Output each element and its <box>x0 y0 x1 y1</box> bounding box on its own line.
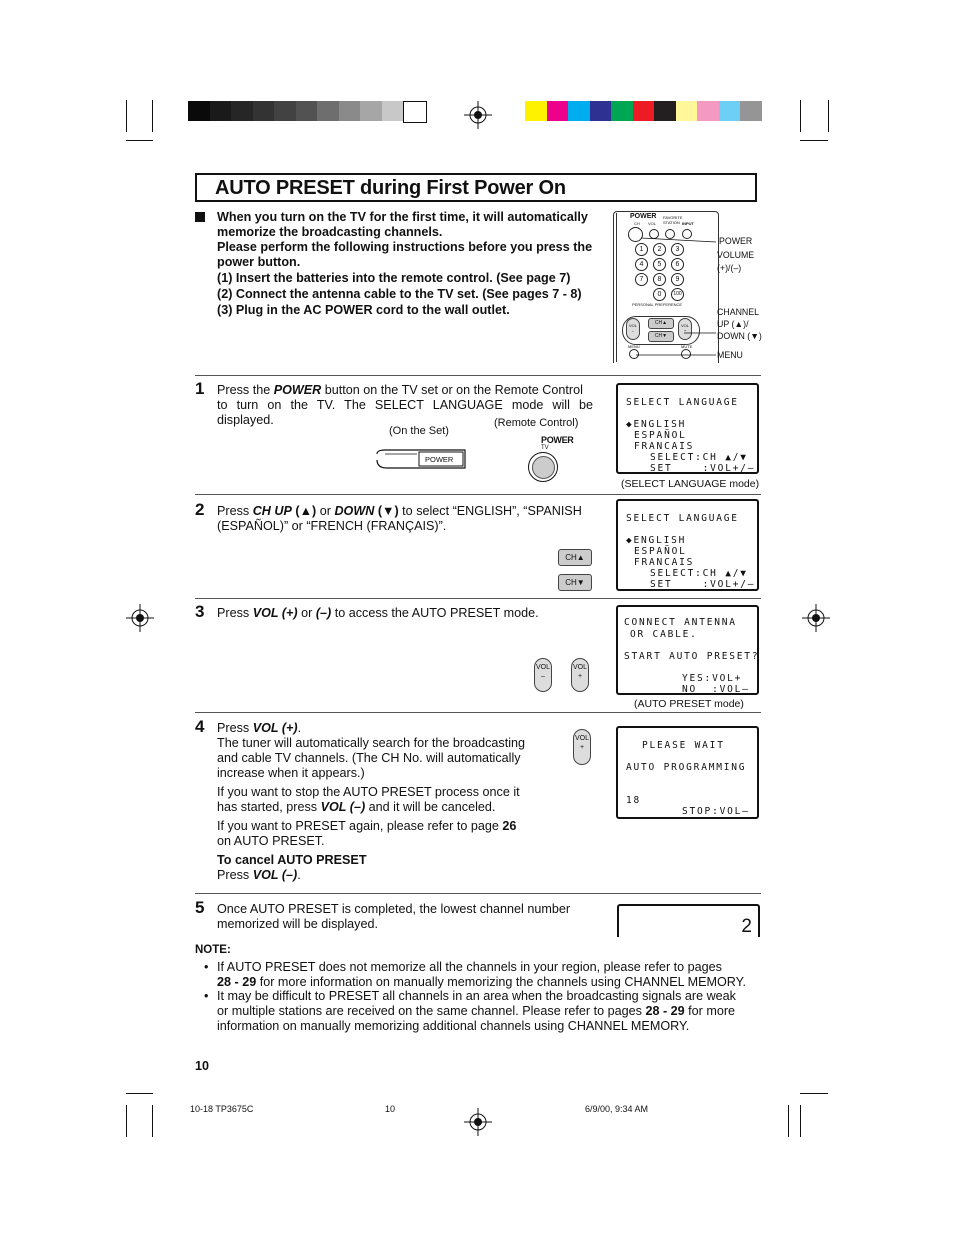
remote-number-key: 7 <box>635 273 648 286</box>
tv-screen-programming: PLEASE WAIT AUTO PROGRAMMING 18 STOP:VOL– <box>616 726 759 819</box>
intro-line: Please perform the following instructions before you press the <box>217 240 593 254</box>
divider <box>195 893 761 894</box>
note-bullet2: or multiple stations are received on the same channel. Please refer to pages 28 - 29 for more <box>217 1004 736 1018</box>
remote-number-key: 6 <box>671 258 684 271</box>
remote-vol-label: VOL <box>648 221 657 226</box>
tv-screen-select-language: SELECT LANGUAGE ◆ENGLISH ESPAÑOL FRANCAIS SELECT:CH ▲/▼ SET :VOL+/– <box>616 383 759 474</box>
bullet: • <box>204 960 209 974</box>
callout-channel-down: DOWN (▼) <box>717 331 762 341</box>
registration-mark-right <box>802 604 830 632</box>
callout-lines <box>636 230 718 360</box>
screen-caption: (AUTO PRESET mode) <box>634 698 744 710</box>
remote-ch-down: CH▼ <box>648 331 674 342</box>
remote-control-caption: (Remote Control) <box>494 417 579 429</box>
step4-para1: and cable TV channels. (The CH No. will automatically <box>217 751 521 765</box>
divider <box>195 375 761 376</box>
tv-screen-channel: 2 <box>617 904 760 937</box>
ch-down-button: CH▼ <box>558 574 592 591</box>
step4-para1: increase when it appears.) <box>217 766 365 780</box>
gray-swatch <box>403 101 427 123</box>
step4-para2: has started, press VOL (–) and it will be canceled. <box>217 800 496 814</box>
color-swatch <box>525 101 547 121</box>
remote-personal-label: PERSONAL PREFERENCE <box>632 302 683 307</box>
intro-line: memorize the broadcasting channels. <box>217 225 443 239</box>
note-bullet2: information on manually memorizing additional channels using CHANNEL MEMORY. <box>217 1019 690 1033</box>
remote-input-label: INPUT <box>682 221 694 226</box>
color-swatch <box>697 101 719 121</box>
remote-number-key: 2 <box>653 243 666 256</box>
callout-power: POWER <box>719 236 753 246</box>
tv-screen-auto-preset: CONNECT ANTENNA OR CABLE. START AUTO PRESET? YES:VOL+ NO :VOL– <box>616 605 759 695</box>
step2-line1: Press CH UP (▲) or DOWN (▼) to select “ENGLISH”, “SPANISH <box>217 504 582 518</box>
footer-center: 10 <box>385 1104 396 1114</box>
gray-swatch <box>188 101 210 121</box>
gray-swatch <box>317 101 339 121</box>
intro-item: (3) Plug in the AC POWER cord to the wall outlet. <box>217 303 510 317</box>
gray-swatch <box>274 101 296 121</box>
color-swatch <box>719 101 741 121</box>
tv-screen-select-language-2: SELECT LANGUAGE ◆ENGLISH ESPAÑOL FRANCAIS SELECT:CH ▲/▼ SET :VOL+/– <box>616 499 759 591</box>
color-swatch <box>676 101 698 121</box>
gray-swatch <box>296 101 318 121</box>
callout-volume: VOLUME <box>717 250 755 260</box>
step1-line3: displayed. <box>217 413 274 427</box>
page-title: AUTO PRESET during First Power On <box>215 177 566 199</box>
step-number: 2 <box>195 500 205 519</box>
registration-mark-left <box>126 604 154 632</box>
color-swatch <box>590 101 612 121</box>
remote-ch-label: CH <box>634 221 640 226</box>
footer-left: 10-18 TP3675C <box>190 1104 254 1114</box>
registration-mark-top <box>464 101 492 129</box>
step4-para3: If you want to PRESET again, please refer to page 26 <box>217 819 517 833</box>
note-bullet2: It may be difficult to PRESET all channels in an area when the broadcasting signals are weak <box>217 989 736 1003</box>
remote-ch-up: CH▲ <box>648 318 674 329</box>
step-number: 1 <box>195 379 205 398</box>
callout-channel: CHANNEL <box>717 307 760 317</box>
registration-mark-bottom <box>464 1108 492 1136</box>
gray-swatch <box>339 101 361 121</box>
page-number: 10 <box>195 1059 210 1073</box>
divider <box>195 598 761 599</box>
remote-number-key: 4 <box>635 258 648 271</box>
step1-line1: Press the POWER button on the TV set or on the Remote Control <box>217 383 583 397</box>
remote-number-key: 0 <box>653 288 666 301</box>
gray-swatch <box>210 101 232 121</box>
color-swatch <box>654 101 676 121</box>
intro-line: power button. <box>217 255 301 269</box>
ch-up-button: CH▲ <box>558 549 592 566</box>
remote-number-key: 8 <box>653 273 666 286</box>
remote-vol-minus: VOL – <box>626 318 640 340</box>
vol-plus-button: VOL + <box>571 658 589 692</box>
remote-number-key: 3 <box>671 243 684 256</box>
color-swatch <box>547 101 569 121</box>
remote-number-key: 100 <box>671 288 684 301</box>
cancel-instruction: Press VOL (–). <box>217 868 301 882</box>
note-bullet1: 28 - 29 for more information on manually memorizing the channels using CHANNEL MEMORY. <box>217 975 746 989</box>
color-swatch <box>633 101 655 121</box>
remote-number-key: 9 <box>671 273 684 286</box>
divider <box>195 712 761 713</box>
step1-line2: to turn on the TV. The SELECT LANGUAGE mode will be <box>217 398 593 412</box>
step5-line1: Once AUTO PRESET is completed, the lowest channel number <box>217 902 571 916</box>
color-swatch <box>611 101 633 121</box>
color-swatch <box>568 101 590 121</box>
note-bullet1: If AUTO PRESET does not memorize all the channels in your region, please refer to pages <box>217 960 722 974</box>
remote-mute-label: MUTE <box>681 344 693 349</box>
vol-plus-button: VOL + <box>573 729 591 765</box>
vol-minus-button: VOL – <box>534 658 552 692</box>
remote-number-key: 5 <box>653 258 666 271</box>
remote-vol-plus: VOL + <box>678 318 692 340</box>
color-swatch <box>740 101 762 121</box>
square-bullet-icon <box>195 212 205 222</box>
callout-volume-sign: (+)/(–) <box>717 263 742 273</box>
intro-item: (2) Connect the antenna cable to the TV set. (See pages 7 - 8) <box>217 287 582 301</box>
callout-menu: MENU <box>717 350 743 360</box>
gray-swatch <box>360 101 382 121</box>
step5-line2: memorized will be displayed. <box>217 917 378 931</box>
step2-line2: (ESPAÑOL)” or “FRENCH (FRANÇAIS)”. <box>217 519 447 533</box>
bullet: • <box>204 989 209 1003</box>
step4-para2: If you want to stop the AUTO PRESET process once it <box>217 785 520 799</box>
callout-channel-up: UP (▲)/ <box>717 319 749 329</box>
step4-line1: Press VOL (+). <box>217 721 302 735</box>
screen-caption: (SELECT LANGUAGE mode) <box>621 478 760 490</box>
step3-line1: Press VOL (+) or (–) to access the AUTO PRESET mode. <box>217 606 539 620</box>
note-heading: NOTE: <box>195 944 231 956</box>
remote-power-button <box>528 452 558 482</box>
on-set-caption: (On the Set) <box>389 425 449 437</box>
step4-para1: The tuner will automatically search for the broadcasting <box>217 736 525 750</box>
remote-favorite-label: FAVORITE STATION <box>663 215 683 225</box>
step4-para3: on AUTO PRESET. <box>217 834 325 848</box>
intro-item: (1) Insert the batteries into the remote control. (See page 7) <box>217 271 571 285</box>
remote-power-caption: POWER <box>541 435 574 445</box>
set-power-button: POWER <box>425 455 454 464</box>
footer-right: 6/9/00, 9:34 AM <box>585 1104 649 1114</box>
title-box <box>195 173 757 202</box>
gray-swatch <box>382 101 404 121</box>
remote-tv-caption: TV <box>541 445 549 451</box>
step-number: 3 <box>195 602 205 621</box>
gray-swatch <box>253 101 275 121</box>
intro-line: When you turn on the TV for the first time, it will automatically <box>217 210 588 224</box>
remote-power-label: POWER <box>630 213 657 220</box>
gray-swatch <box>231 101 253 121</box>
remote-number-key: 1 <box>635 243 648 256</box>
step-number: 5 <box>195 898 205 917</box>
cancel-heading: To cancel AUTO PRESET <box>217 853 367 867</box>
step-number: 4 <box>195 717 205 736</box>
divider <box>195 494 761 495</box>
remote-menu-label: MENU <box>628 344 640 349</box>
